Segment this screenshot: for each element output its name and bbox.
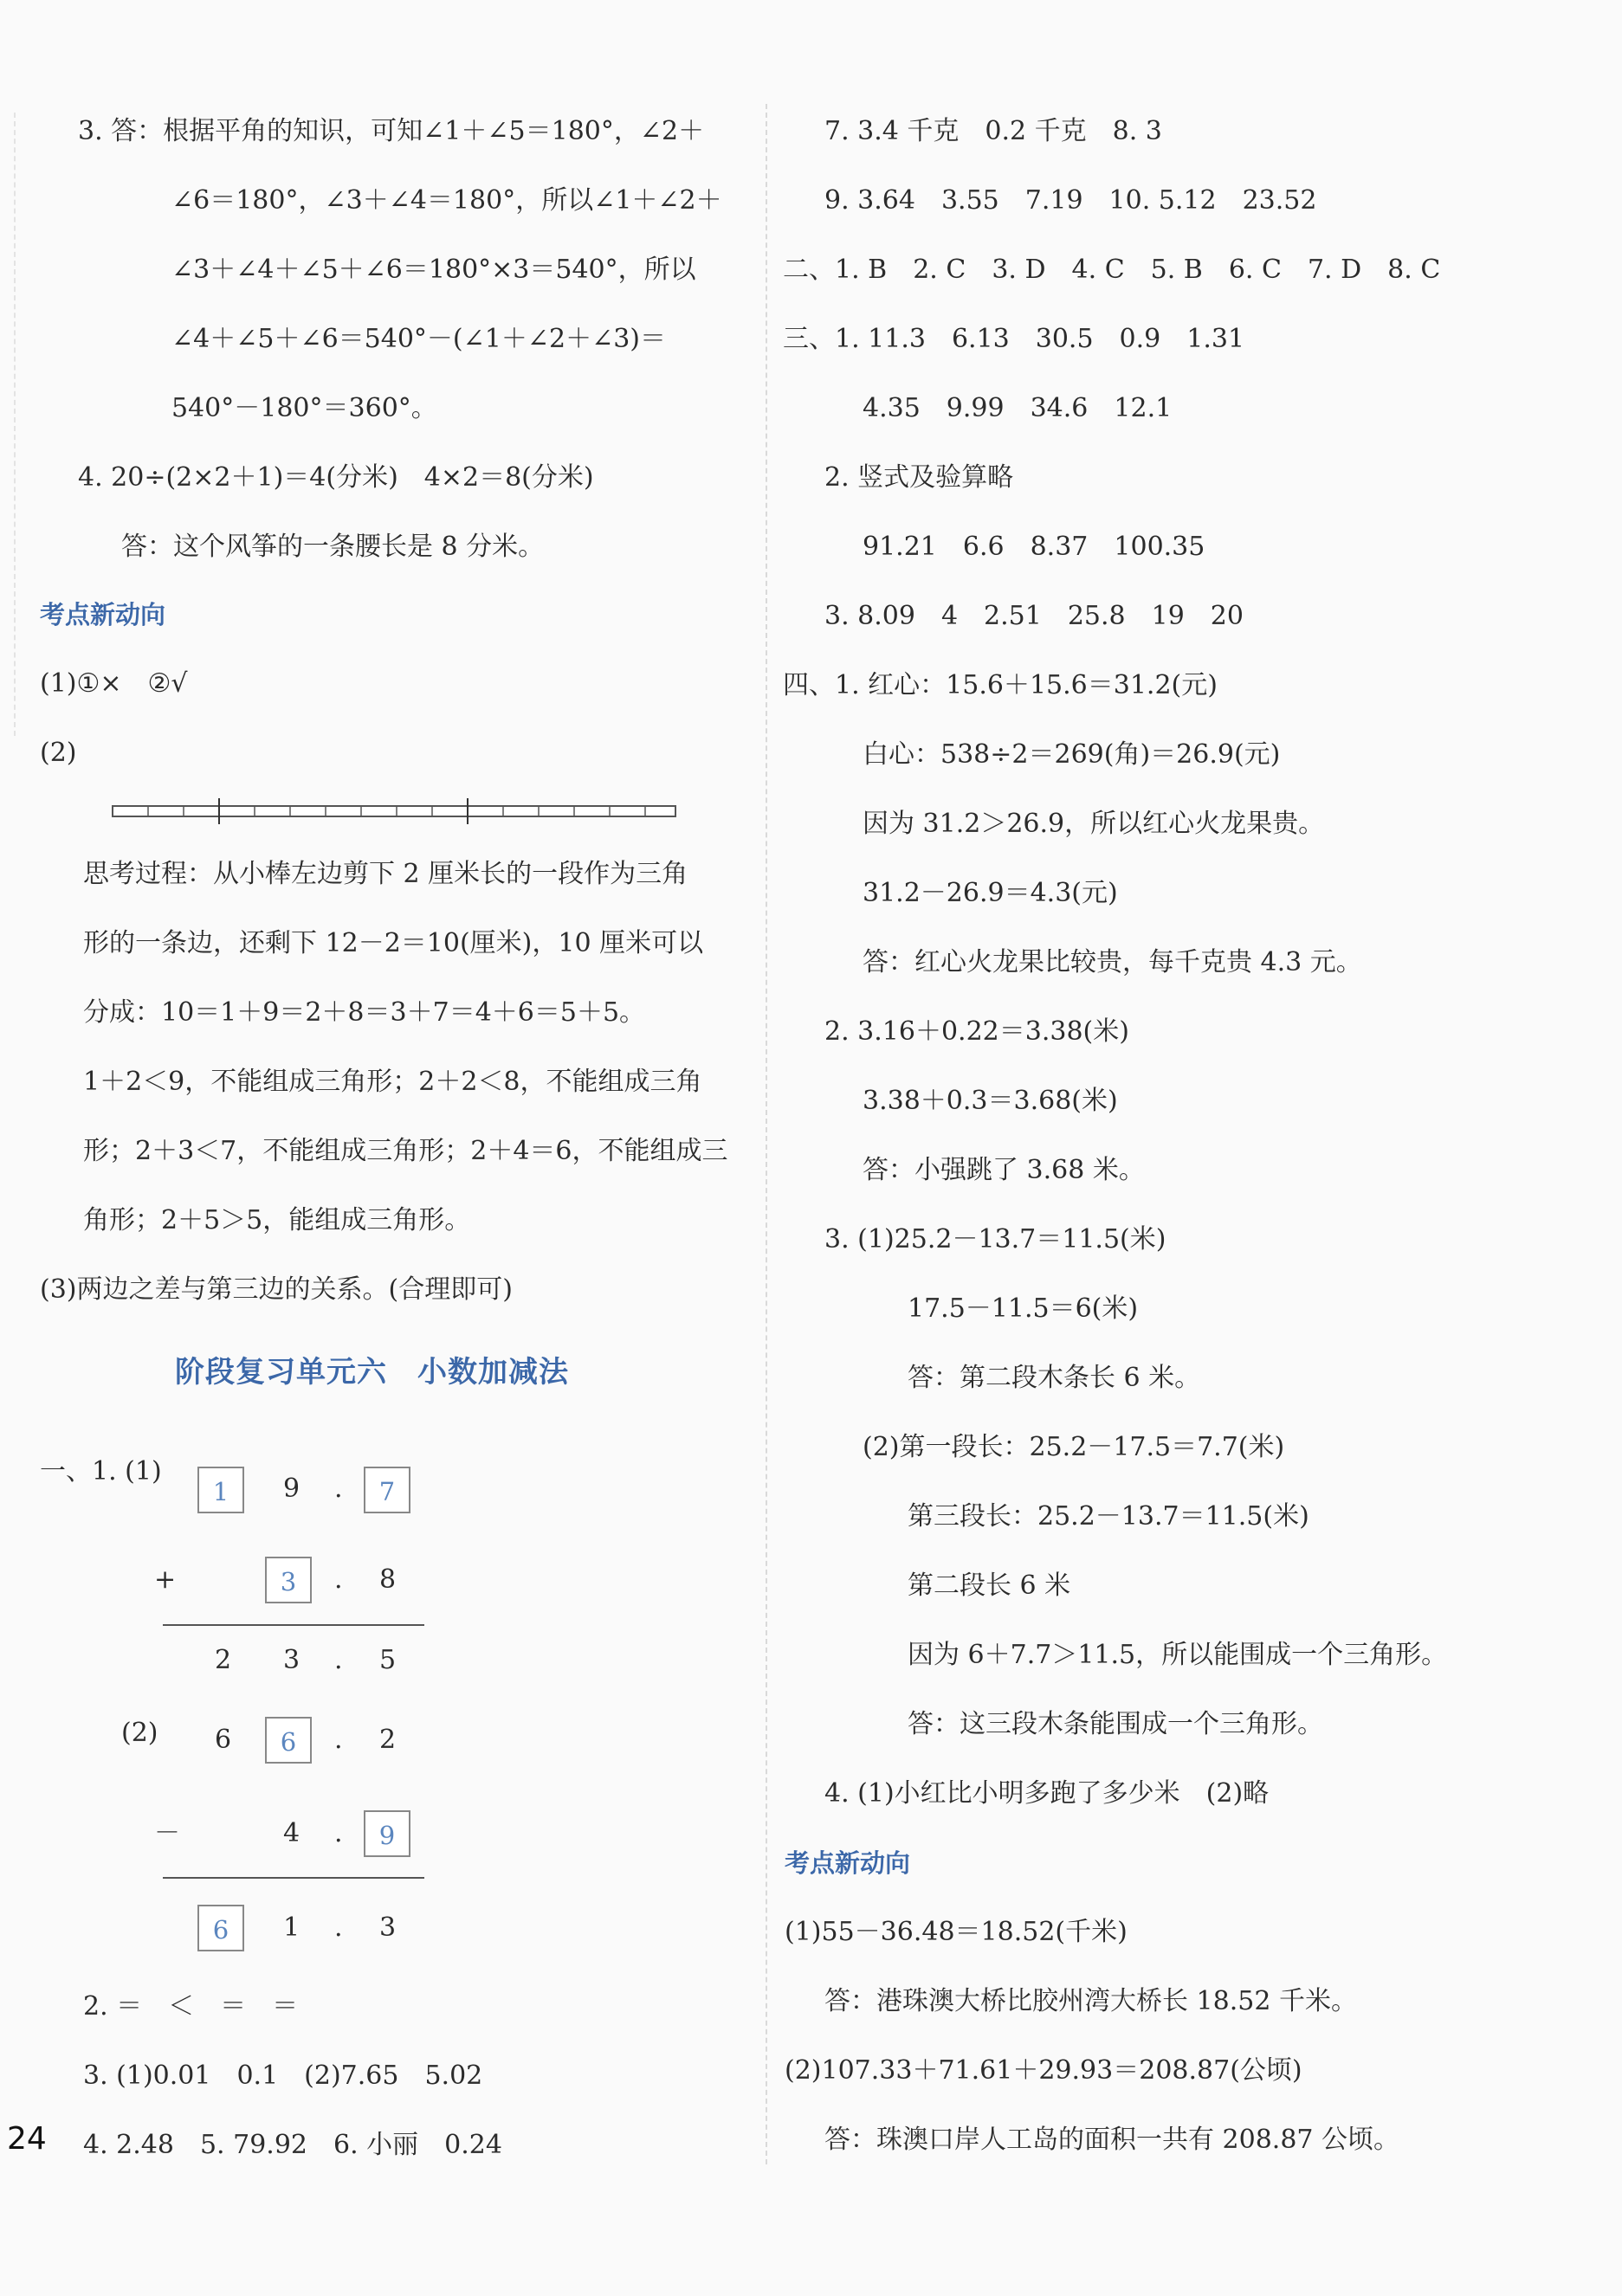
vcalc-digit: 3	[283, 1645, 300, 1675]
vcalc-rule	[163, 1877, 424, 1879]
answer-line: 答：小强跳了 3.68 米。	[863, 1155, 1145, 1185]
section-title: 阶段复习单元六 小数加减法	[175, 1355, 569, 1390]
answer-line: 3. 8.09 4 2.51 25.8 19 20	[824, 601, 1244, 631]
answer-line: 3.38＋0.3＝3.68(米)	[863, 1086, 1118, 1116]
vcalc-label: 一、1. (1)	[40, 1456, 162, 1487]
vcalc-point: .	[334, 1564, 343, 1595]
vcalc-digit: 5	[379, 1645, 397, 1675]
answer-line: ∠6＝180°，∠3＋∠4＝180°，所以∠1＋∠2＋	[171, 185, 722, 216]
vcalc-box-digit: 7	[364, 1467, 410, 1513]
answer-line: 答：第二段木条长 6 米。	[908, 1363, 1201, 1393]
answer-line: 91.21 6.6 8.37 100.35	[863, 532, 1205, 562]
answer-line: (2)第一段长：25.2－17.5＝7.7(米)	[863, 1432, 1285, 1462]
answer-line: (2)	[40, 738, 77, 768]
answer-line: 第二段长 6 米	[908, 1570, 1071, 1601]
vcalc-label: (2)	[121, 1718, 158, 1748]
vcalc-digit: 1	[283, 1912, 300, 1943]
think-line: 思考过程：从小棒左边剪下 2 厘米长的一段作为三角	[83, 859, 688, 889]
answer-line: 2. 竖式及验算略	[824, 462, 1014, 493]
answer-line: 2. 3.16＋0.22＝3.38(米)	[824, 1016, 1129, 1047]
answer-line: 四、1. 红心：15.6＋15.6＝31.2(元)	[783, 670, 1218, 700]
answer-line: 31.2－26.9＝4.3(元)	[863, 878, 1118, 908]
answer-line: 4. 20÷(2×2＋1)＝4(分米) 4×2＝8(分米)	[78, 462, 594, 493]
vcalc-digit: 2	[379, 1725, 397, 1755]
answer-line: 答：红心火龙果比较贵，每千克贵 4.3 元。	[863, 947, 1362, 977]
answer-line: 第三段长：25.2－13.7＝11.5(米)	[908, 1501, 1309, 1532]
right-column	[771, 87, 1602, 2164]
answer-line: 答：珠澳口岸人工岛的面积一共有 208.87 公顷。	[824, 2125, 1400, 2155]
think-line: 形；2＋3＜7，不能组成三角形；2＋4＝6，不能组成三	[83, 1136, 728, 1166]
vcalc-digit: 2	[215, 1645, 232, 1675]
answer-line: 二、1. B 2. C 3. D 4. C 5. B 6. C 7. D 8. C	[783, 255, 1441, 285]
think-line: 分成：10＝1＋9＝2＋8＝3＋7＝4＋6＝5＋5。	[83, 997, 646, 1028]
answer-line: 因为 31.2＞26.9，所以红心火龙果贵。	[863, 809, 1325, 839]
think-line: 角形；2＋5＞5，能组成三角形。	[83, 1205, 471, 1235]
vcalc-digit: 6	[215, 1725, 232, 1755]
answer-line: 因为 6＋7.7＞11.5，所以能围成一个三角形。	[908, 1640, 1448, 1670]
answer-line: 三、1. 11.3 6.13 30.5 0.9 1.31	[783, 324, 1245, 354]
answer-line: 2. ＝ ＜ ＝ ＝	[83, 1991, 299, 2022]
vcalc-point: .	[334, 1725, 343, 1755]
page-number: 24	[7, 2121, 47, 2157]
vcalc-digit: 3	[379, 1912, 397, 1943]
answer-line: 9. 3.64 3.55 7.19 10. 5.12 23.52	[824, 185, 1317, 216]
answer-line: 3. (1)25.2－13.7＝11.5(米)	[824, 1224, 1166, 1254]
think-line: 1＋2＜9，不能组成三角形；2＋2＜8，不能组成三角	[83, 1067, 702, 1097]
kaodian-heading-left: 考点新动向	[40, 600, 166, 629]
answer-line: (3)两边之差与第三边的关系。(合理即可)	[40, 1274, 513, 1305]
answer-line: ∠4＋∠5＋∠6＝540°－(∠1＋∠2＋∠3)＝	[171, 324, 667, 354]
answer-line: 白心：538÷2＝269(角)＝26.9(元)	[863, 739, 1281, 770]
kaodian-heading-right: 考点新动向	[785, 1848, 911, 1878]
vcalc-operator: －	[154, 1818, 180, 1848]
vcalc-box-digit: 6	[265, 1717, 312, 1764]
vcalc-digit: 9	[283, 1474, 300, 1504]
answer-line: 答：港珠澳大桥比胶州湾大桥长 18.52 千米。	[824, 1986, 1357, 2016]
vcalc-operator: +	[154, 1564, 177, 1595]
vcalc-box-digit: 3	[265, 1557, 312, 1603]
answer-line: (1)①× ②√	[40, 668, 188, 699]
answer-line: 3. 答：根据平角的知识，可知∠1＋∠5＝180°，∠2＋	[78, 116, 705, 146]
left-column	[17, 87, 762, 2164]
answer-line: 3. (1)0.01 0.1 (2)7.65 5.02	[83, 2061, 483, 2091]
answer-line: 答：这三段木条能围成一个三角形。	[908, 1709, 1323, 1739]
vcalc-digit: 4	[283, 1818, 300, 1848]
stick-diagram	[104, 797, 693, 828]
answer-line: 答：这个风筝的一条腰长是 8 分米。	[121, 532, 545, 562]
answer-line: 4. 2.48 5. 79.92 6. 小丽 0.24	[83, 2130, 502, 2160]
answer-line: (2)107.33＋71.61＋29.93＝208.87(公顷)	[785, 2055, 1302, 2086]
vcalc-box-digit: 9	[364, 1810, 410, 1857]
vcalc-point: .	[334, 1912, 343, 1943]
vcalc-digit: 8	[379, 1564, 397, 1595]
answer-line: 7. 3.4 千克 0.2 千克 8. 3	[824, 116, 1162, 146]
answer-line: (1)55－36.48＝18.52(千米)	[785, 1917, 1128, 1947]
answer-line: 17.5－11.5＝6(米)	[908, 1293, 1139, 1324]
column-divider	[766, 104, 767, 2164]
vcalc-box-digit: 1	[197, 1467, 244, 1513]
vcalc-rule	[163, 1624, 424, 1626]
answer-line: 4.35 9.99 34.6 12.1	[863, 393, 1173, 423]
vcalc-point: .	[334, 1645, 343, 1675]
vcalc-point: .	[334, 1474, 343, 1504]
vcalc-box-digit: 6	[197, 1905, 244, 1951]
vcalc-point: .	[334, 1818, 343, 1848]
left-margin-dash	[14, 113, 16, 736]
answer-line: 540°－180°＝360°。	[171, 393, 437, 423]
think-line: 形的一条边，还剩下 12－2＝10(厘米)，10 厘米可以	[83, 928, 704, 958]
answer-line: 4. (1)小红比小明多跑了多少米 (2)略	[824, 1778, 1270, 1809]
answer-line: ∠3＋∠4＋∠5＋∠6＝180°×3＝540°，所以	[171, 255, 696, 285]
